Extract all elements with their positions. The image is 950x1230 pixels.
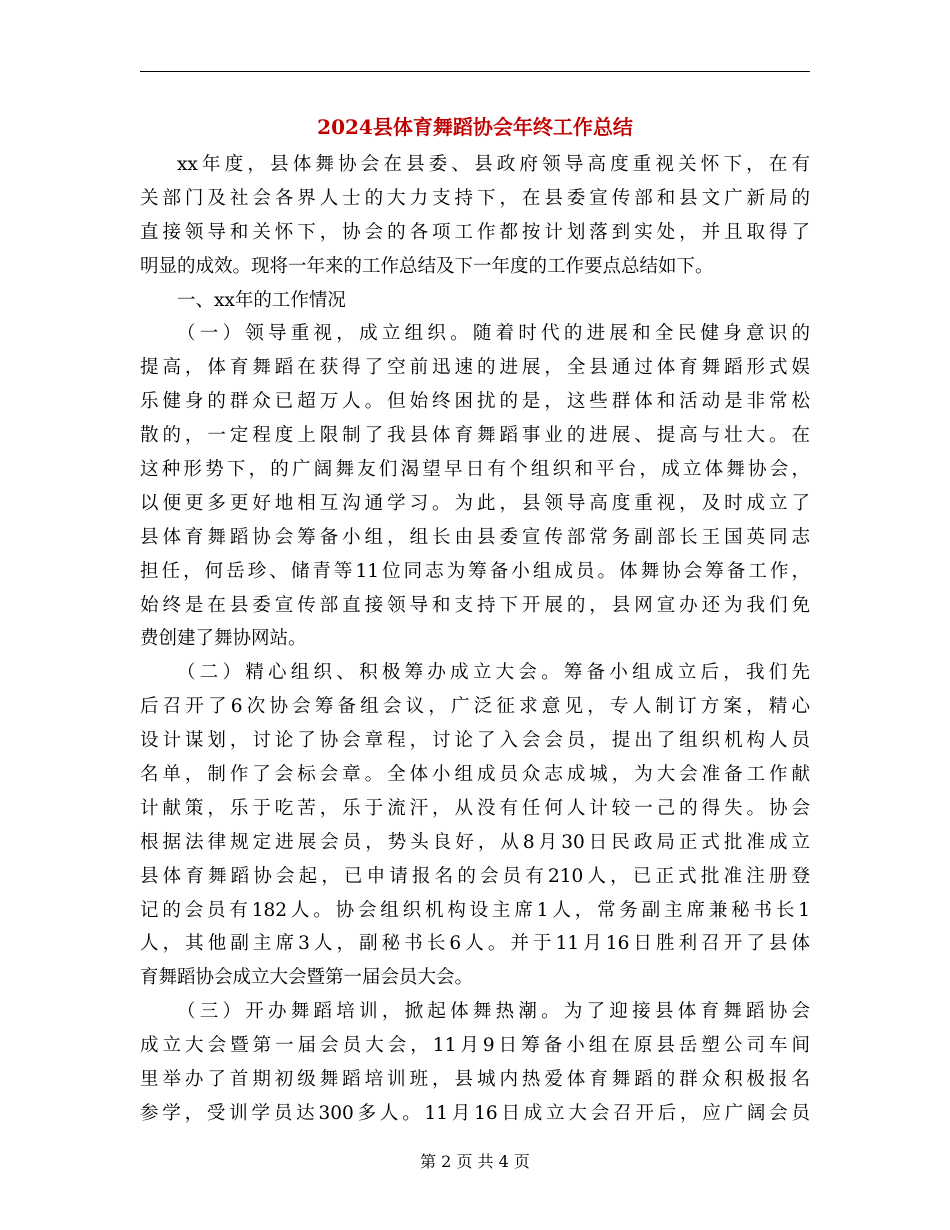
body-line: 名单，制作了会标会章。全体小组成员众志成城，为大会准备工作献 xyxy=(140,764,810,786)
body-line: 关部门及社会各界人士的大力支持下，在县委宣传部和县文广新局的 xyxy=(140,187,810,209)
body-line: 费创建了舞协网站。 xyxy=(140,628,307,650)
header-rule xyxy=(140,71,810,72)
body-line: 人，其他副主席3人，副秘书长6人。并于11月16日胜利召开了县体 xyxy=(140,933,810,955)
body-line: 以便更多更好地相互沟通学习。为此，县领导高度重视，及时成立了 xyxy=(140,492,810,514)
body-line: 根据法律规定进展会员，势头良好，从8月30日民政局正式批准成立 xyxy=(140,831,810,853)
body-line: 成立大会暨第一届会员大会，11月9日筹备小组在原县岳塑公司车间 xyxy=(140,1035,810,1057)
body-line: 县体育舞蹈协会筹备小组，组长由县委宣传部常务副部长王国英同志 xyxy=(140,526,810,548)
body-line: 直接领导和关怀下，协会的各项工作都按计划落到实处，并且取得了 xyxy=(140,221,810,243)
body-line: 参学，受训学员达300多人。11月16日成立大会召开后，应广阔会员 xyxy=(140,1102,810,1124)
body-line: （一）领导重视，成立组织。随着时代的进展和全民健身意识的 xyxy=(177,323,810,345)
body-line: 担任，何岳珍、储青等11位同志为筹备小组成员。体舞协会筹备工作， xyxy=(140,560,810,582)
body-line: 始终是在县委宣传部直接领导和支持下开展的，县网宣办还为我们免 xyxy=(140,594,810,616)
document-body xyxy=(140,148,810,1131)
body-line: 乐健身的群众已超万人。但始终困扰的是，这些群体和活动是非常松 xyxy=(140,391,810,413)
body-line: 计献策，乐于吃苦，乐于流汗，从没有任何人计较一己的得失。协会 xyxy=(140,797,810,819)
document-title: 2024县体育舞蹈协会年终工作总结 xyxy=(317,115,633,139)
body-line: 这种形势下，的广阔舞友们渴望早日有个组织和平台，成立体舞协会， xyxy=(140,459,810,481)
body-line: （二）精心组织、积极筹办成立大会。筹备小组成立后，我们先 xyxy=(177,662,810,684)
body-line: 散的，一定程度上限制了我县体育舞蹈事业的进展、提高与壮大。在 xyxy=(140,425,810,447)
body-line: 县体育舞蹈协会起，已申请报名的会员有210人，已正式批准注册登 xyxy=(140,865,810,887)
body-line: xx年度，县体舞协会在县委、县政府领导高度重视关怀下，在有 xyxy=(177,154,810,175)
body-line: （三）开办舞蹈培训，掀起体舞热潮。为了迎接县体育舞蹈协会 xyxy=(177,1001,810,1023)
body-line: 一、xx年的工作情况 xyxy=(177,289,346,311)
body-line: 后召开了6次协会筹备组会议，广泛征求意见，专人制订方案，精心 xyxy=(140,696,810,718)
body-line: 设计谋划，讨论了协会章程，讨论了入会会员，提出了组织机构人员 xyxy=(140,730,810,752)
page-footer: 第 2 页 共 4 页 xyxy=(420,1152,530,1171)
body-line: 明显的成效。现将一年来的工作总结及下一年度的工作要点总结如下。 xyxy=(140,255,714,277)
body-line: 育舞蹈协会成立大会暨第一届会员大会。 xyxy=(140,967,474,989)
body-line: 记的会员有182人。协会组织机构设主席1人，常务副主席兼秘书长1 xyxy=(140,899,810,921)
body-line: 里举办了首期初级舞蹈培训班，县城内热爱体育舞蹈的群众积极报名 xyxy=(140,1069,810,1091)
body-line: 提高，体育舞蹈在获得了空前迅速的进展，全县通过体育舞蹈形式娱 xyxy=(140,357,810,379)
